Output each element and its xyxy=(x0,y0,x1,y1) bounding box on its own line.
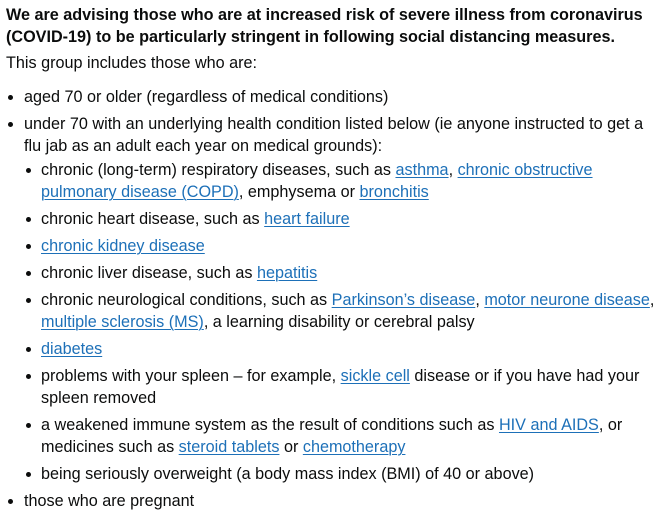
condition-text: , or medicines such as xyxy=(41,416,623,456)
link-diabetes[interactable]: diabetes xyxy=(41,340,103,358)
conditions-list xyxy=(24,159,664,485)
condition-text: being seriously overweight (a body mass index (BMI) of 40 or above) xyxy=(41,465,535,483)
link-multiple-sclerosis[interactable]: multiple sclerosis (MS) xyxy=(41,313,204,331)
bullet-icon xyxy=(8,95,13,100)
condition-heart xyxy=(24,208,664,230)
condition-diabetes xyxy=(24,338,664,360)
link-hepatitis[interactable]: hepatitis xyxy=(256,264,318,282)
link-chronic-kidney-disease[interactable]: chronic kidney disease xyxy=(41,237,205,255)
bullet-icon xyxy=(26,217,31,222)
condition-text: chronic (long-term) respiratory diseases, such as xyxy=(41,161,396,179)
condition-text: a weakened immune system as the result of conditions such as xyxy=(41,416,499,434)
list-item-text: those who are pregnant xyxy=(24,492,195,510)
bullet-icon xyxy=(26,271,31,276)
condition-text: , xyxy=(649,291,655,309)
link-hiv-and-aids[interactable]: HIV and AIDS xyxy=(498,416,599,434)
condition-spleen xyxy=(24,365,664,409)
condition-text: chronic neurological conditions, such as xyxy=(41,291,332,309)
condition-text: chronic liver disease, such as xyxy=(41,264,257,282)
link-chemotherapy[interactable]: chemotherapy xyxy=(302,438,406,456)
bullet-icon xyxy=(8,122,13,127)
condition-respiratory xyxy=(24,159,664,203)
link-heart-failure[interactable]: heart failure xyxy=(264,210,350,228)
bullet-icon xyxy=(26,298,31,303)
intro-heading: We are advising those who are at increased risk of severe illness from coronavirus (COVID-19) to be particularly stringent in following social distancing measures. xyxy=(6,6,643,46)
link-parkinsons[interactable]: Parkinson’s disease xyxy=(331,291,476,309)
condition-kidney xyxy=(24,235,664,257)
condition-text: disease or if you have had your spleen removed xyxy=(41,367,640,407)
bullet-icon xyxy=(26,374,31,379)
condition-text: or xyxy=(279,438,303,456)
link-asthma[interactable]: asthma xyxy=(395,161,449,179)
condition-immune xyxy=(24,414,664,458)
link-motor-neurone-disease[interactable]: motor neurone disease xyxy=(484,291,650,309)
bullet-icon xyxy=(26,472,31,477)
bullet-icon xyxy=(26,423,31,428)
risk-group-list xyxy=(6,86,664,512)
condition-liver xyxy=(24,262,664,284)
list-item-under-70 xyxy=(6,113,664,485)
condition-text: , a learning disability or cerebral palsy xyxy=(203,313,475,331)
bullet-icon xyxy=(26,244,31,249)
condition-text: , xyxy=(475,291,485,309)
condition-text: , xyxy=(448,161,458,179)
link-bronchitis[interactable]: bronchitis xyxy=(359,183,429,201)
condition-overweight xyxy=(24,463,664,485)
link-steroid-tablets[interactable]: steroid tablets xyxy=(178,438,280,456)
list-item-age xyxy=(6,86,664,108)
intro-text: This group includes those who are: xyxy=(6,54,258,72)
list-item-text: under 70 with an underlying health condition listed below (ie anyone instructed to get a flu jab as an adult each year on medical grounds): xyxy=(24,115,644,155)
condition-text: , emphysema or xyxy=(238,183,360,201)
condition-text: problems with your spleen – for example, xyxy=(41,367,341,385)
condition-text: chronic heart disease, such as xyxy=(41,210,265,228)
condition-neurological xyxy=(24,289,664,333)
bullet-icon xyxy=(8,499,13,504)
bullet-icon xyxy=(26,168,31,173)
list-item-text: aged 70 or older (regardless of medical conditions) xyxy=(24,88,389,106)
link-copd[interactable]: chronic obstructive pulmonary disease (COPD) xyxy=(41,161,593,201)
list-item-pregnant xyxy=(6,490,664,512)
bullet-icon xyxy=(26,347,31,352)
link-sickle-cell[interactable]: sickle cell xyxy=(340,367,410,385)
